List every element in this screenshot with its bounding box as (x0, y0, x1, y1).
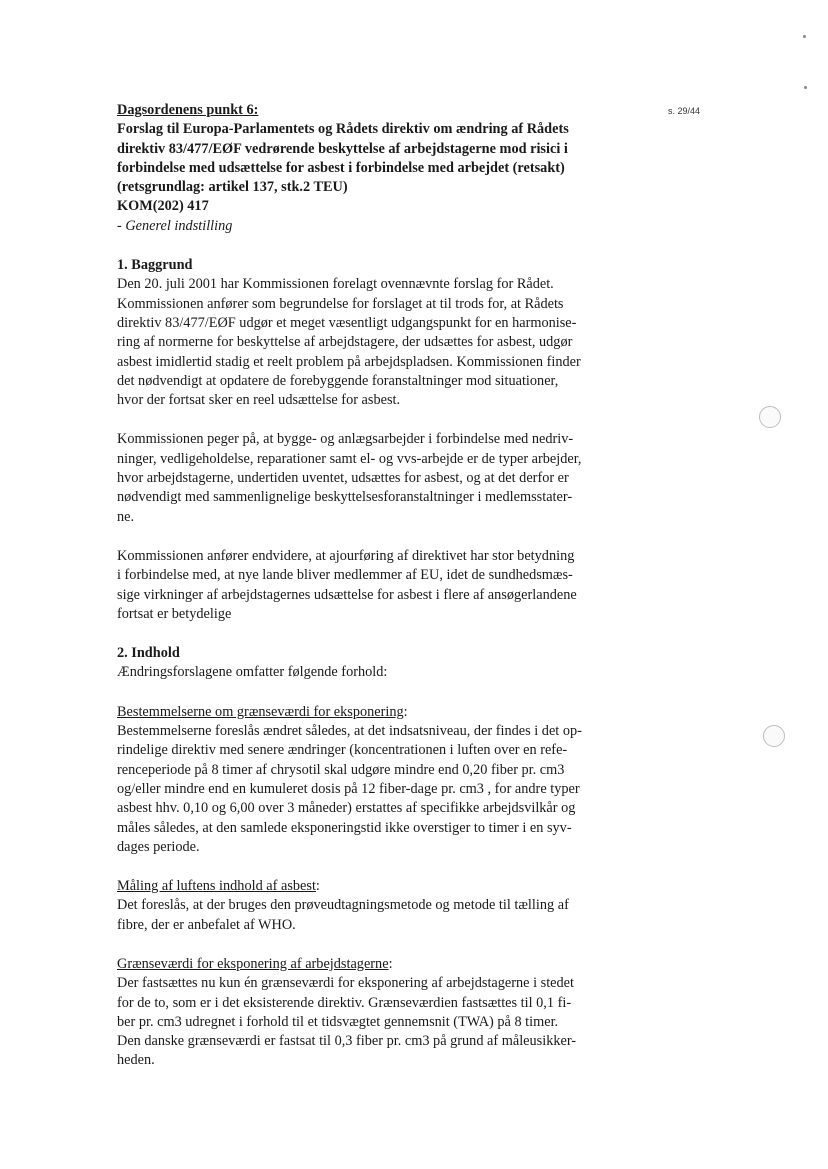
body-line: Det foreslås, at der bruges den prøveudtagningsmetode og metode til tælling af (117, 897, 569, 914)
body-line: fortsat er betydelige (117, 605, 232, 622)
punch-hole-icon (763, 725, 785, 747)
page-number: s. 29/44 (668, 106, 701, 116)
body-line: renceperiode på 8 timer af chrysotil skal udgøre mindre end 0,20 fiber pr. cm3 (117, 761, 565, 778)
body-line: Den 20. juli 2001 har Kommissionen forelagt ovennævnte forslag for Rådet. (117, 276, 554, 293)
scan-speck (804, 86, 807, 89)
body-line: måles således, at den samlede eksponeringstid ikke overstiger to timer i en syv- (117, 819, 572, 836)
body-line: Kommissionen anfører endvidere, at ajourføring af direktivet har stor betydning (117, 547, 575, 564)
title-line: direktiv 83/477/EØF vedrørende beskyttelse af arbejdstagerne mod risici i (117, 140, 568, 157)
body-line: rindelige direktiv med senere ændringer (koncentrationen i luften over en refe- (117, 742, 568, 759)
section-heading: 2. Indhold (117, 645, 180, 662)
subsection-heading: Bestemmelserne om grænseværdi for eksponering: (117, 703, 408, 720)
body-line: ninger, vedligeholdelse, reparationer samt el- og vvs-arbejde er de typer arbejder, (117, 450, 582, 467)
body-line: for de to, som er i det eksisterende direktiv. Grænseværdien fastsættes til 0,1 fi- (117, 994, 572, 1011)
body-line: Ændringsforslagene omfatter følgende forhold: (117, 664, 388, 681)
subsection-title: Bestemmelserne om grænseværdi for eksponering (117, 703, 404, 720)
agenda-label: Dagsordenens punkt 6: (117, 102, 259, 118)
punch-hole-icon (759, 406, 781, 428)
body-line: nødvendigt med sammenlignelige beskyttelsesforanstaltninger i medlemsstater- (117, 489, 573, 506)
body-line: direktiv 83/477/EØF udgør et meget væsentligt udgangspunkt for en harmonise- (117, 314, 577, 331)
title-line: (retsgrundlag: artikel 137, stk.2 TEU) (117, 179, 348, 196)
document-reference: KOM(202) 417 (117, 198, 209, 215)
body-line: hvor arbejdstagerne, undertiden uventet, udsættes for asbest, og at det derfor er (117, 470, 569, 487)
document-subtitle: - Generel indstilling (117, 217, 233, 234)
body-line: Kommissionen peger på, at bygge- og anlægsarbejder i forbindelse med nedriv- (117, 431, 574, 448)
body-line: heden. (117, 1052, 155, 1069)
title-line: Forslag til Europa-Parlamentets og Rådets direktiv om ændring af Rådets (117, 121, 569, 138)
body-line: ber pr. cm3 udregnet i forhold til et tidsvægtet gennemsnit (TWA) på 8 timer. (117, 1013, 559, 1030)
subsection-heading: Grænseværdi for eksponering af arbejdstagerne: (117, 955, 393, 972)
body-line: Den danske grænseværdi er fastsat til 0,3 fiber pr. cm3 på grund af måleusikker- (117, 1033, 577, 1050)
document-body (117, 101, 653, 1071)
body-line: sige virkninger af arbejdstagernes udsættelse for asbest i flere af ansøgerlandene (117, 586, 577, 603)
body-line: Kommissionen anfører som begrundelse for forslaget at til trods for, at Rådets (117, 295, 564, 312)
subsection-heading: Måling af luftens indhold af asbest: (117, 878, 320, 895)
body-line: dages periode. (117, 838, 200, 855)
body-line: hvor der fortsat sker en reel udsættelse for asbest. (117, 392, 401, 409)
body-line: ring af normerne for beskyttelse af arbejdstagere, der udsættes for asbest, udgør (117, 334, 573, 351)
body-line: i forbindelse med, at nye lande bliver medlemmer af EU, idet de sundhedsmæs- (117, 567, 573, 584)
body-line: det nødvendigt at opdatere de forebyggende foranstaltninger mod situationer, (117, 372, 559, 389)
body-line: Der fastsættes nu kun én grænseværdi for eksponering af arbejdstagerne i stedet (117, 975, 574, 992)
title-line: forbindelse med udsættelse for asbest i forbindelse med arbejdet (retsakt) (117, 159, 565, 176)
section-heading: 1. Baggrund (117, 257, 193, 274)
body-line: ne. (117, 508, 135, 525)
subsection-title: Grænseværdi for eksponering af arbejdstagerne (117, 955, 389, 972)
body-line: og/eller mindre end en kumuleret dosis på 12 fiber-dage pr. cm3 , for andre typer (117, 780, 580, 797)
subsection-title: Måling af luftens indhold af asbest (117, 878, 316, 895)
body-line: fibre, der er anbefalet af WHO. (117, 916, 296, 933)
scan-speck (803, 35, 806, 38)
body-line: asbest imidlertid stadig et reelt problem på arbejdspladsen. Kommissionen finder (117, 353, 581, 370)
body-line: Bestemmelserne foreslås ændret således, at det indsatsniveau, der findes i det op- (117, 723, 582, 740)
body-line: asbest hhv. 0,10 og 6,00 over 3 måneder) erstattes af specifikke arbejdsvilkår og (117, 800, 576, 817)
